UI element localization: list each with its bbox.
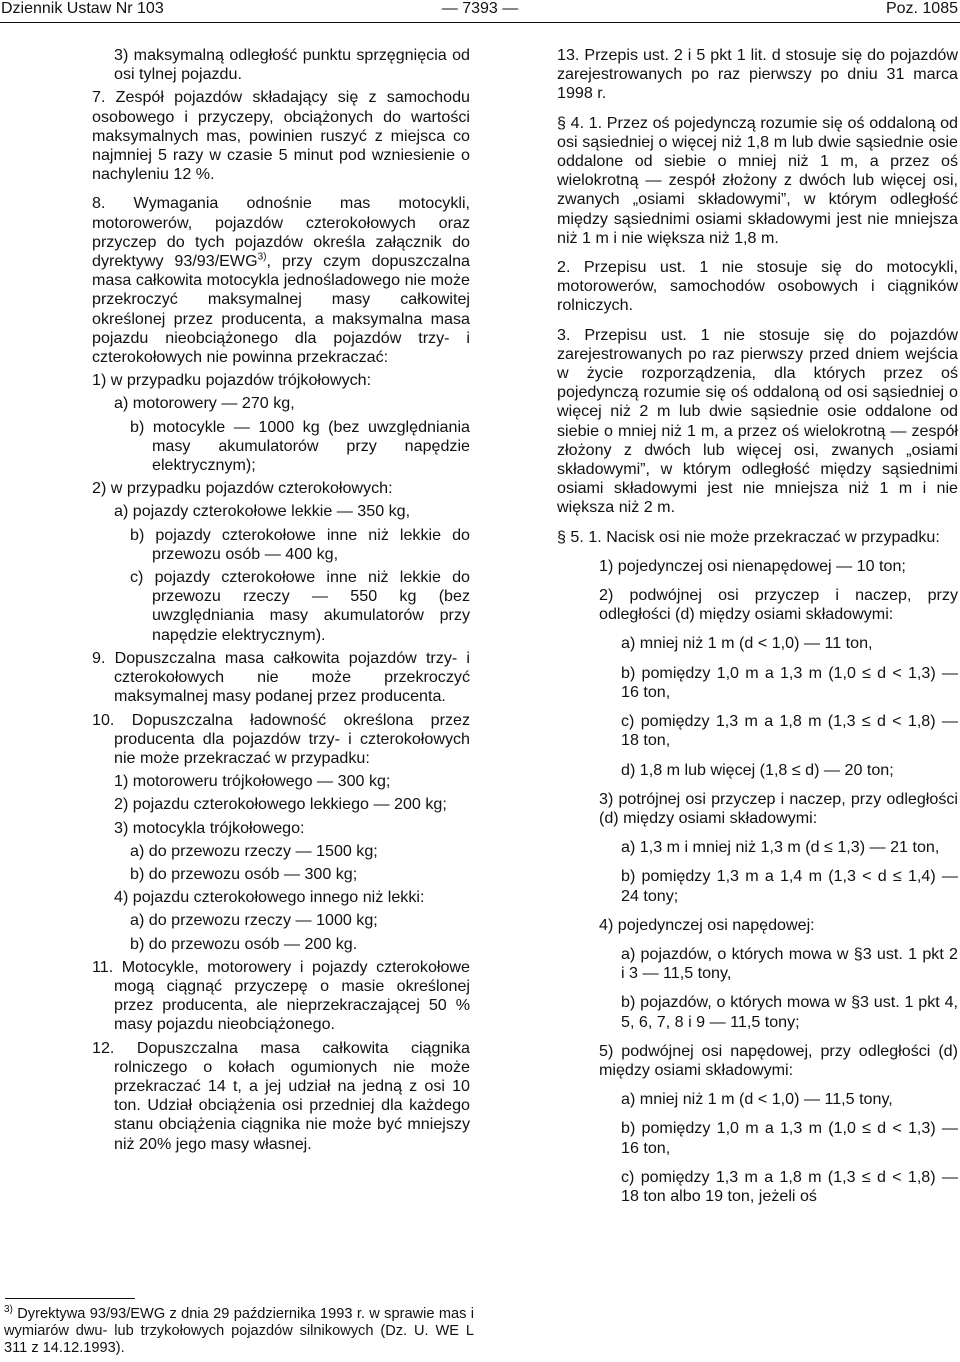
list-item: 2) w przypadku pojazdów czterokołowych: <box>92 479 393 498</box>
list-item: a) do przewozu rzeczy — 1500 kg; <box>130 841 378 860</box>
list-item: a) pojazdów, o których mowa w §3 ust. 1 pkt 2 i 3 — 11,5 tony, <box>621 944 958 983</box>
list-item: a) pojazdy czterokołowe lekkie — 350 kg, <box>114 502 411 521</box>
paragraph: 10. Dopuszczalna ładowność określona przez producenta dla pojazdów trzy- i czterokołowych nie może przekraczać w przypadku: <box>92 710 470 767</box>
list-item: b) do przewozu osób — 300 kg; <box>130 864 358 883</box>
list-item: b) motocykle — 1000 kg (bez uwzględniania masy akumulatorów przy napędzie elektrycznym); <box>130 417 470 475</box>
list-item: 1) w przypadku pojazdów trójkołowych: <box>92 371 372 390</box>
paragraph: § 5. 1. Nacisk osi nie może przekraczać w przypadku: <box>557 527 940 546</box>
list-item: 1) motoroweru trójkołowego — 300 kg; <box>114 772 391 791</box>
paragraph-text: 8. Wymagania odnośnie mas motocykli, motorowerów, pojazdów czterokołowych oraz przyczep do tych pojazdów określa załącznik do dyrektywy 93/93/EWG <box>92 194 470 271</box>
list-item: a) mniej niż 1 m (d < 1,0) — 11,5 tony, <box>621 1090 893 1109</box>
list-item: 2) podwójnej osi przyczep i naczep, przy odległości (d) między osiami składowymi: <box>599 586 958 624</box>
list-item: c) pomiędzy 1,3 m a 1,8 m (1,3 ≤ d < 1,8) — 18 ton, <box>621 712 958 750</box>
paragraph: 12. Dopuszczalna masa całkowita ciągnika rolniczego o kołach ogumionych nie może przekraczać 14 t, a jej udział na jedną z osi 10 ton. Udział obciążenia osi przedniej dla każdego stanu obciążenia ciągnika nie może być mniejszy niż 20% jego masy własnej. <box>92 1038 470 1153</box>
list-item: b) do przewozu osób — 200 kg. <box>130 934 358 953</box>
list-item: 2) pojazdu czterokołowego lekkiego — 200 kg; <box>114 795 447 814</box>
paragraph: 9. Dopuszczalna masa całkowita pojazdów trzy- i czterokołowych nie może przekroczyć maksymalnej masy podanej przez producenta. <box>92 648 470 706</box>
page-number: — 7393 — <box>441 0 519 17</box>
list-item: b) pojazdy czterokołowe inne niż lekkie do przewozu osób — 400 kg, <box>130 525 470 563</box>
list-item: a) do przewozu rzeczy — 1000 kg; <box>130 911 378 930</box>
paragraph: 7. Zespół pojazdów składający się z samochodu osobowego i przyczepy, obciążonych do wartości maksymalnych mas, powinien ruszyć z miejsca co najmniej 5 razy w czasie 5 minut pod wzniesienie o nachyleniu 12 %. <box>92 88 470 184</box>
page-header <box>0 0 960 23</box>
list-item: a) 1,3 m i mniej niż 1,3 m (d ≤ 1,3) — 21 ton, <box>621 838 940 857</box>
list-item: 3) motocykla trójkołowego: <box>114 818 305 837</box>
paragraph: 11. Motocykle, motorowery i pojazdy czterokołowe mogą ciągnąć przyczepę o masie określonej przez producenta, ale nieprzekraczającej 50 % masy pojazdu nieobciążonego. <box>92 957 470 1034</box>
list-item: a) mniej niż 1 m (d < 1,0) — 11 ton, <box>621 634 873 653</box>
list-item: d) 1,8 m lub więcej (1,8 ≤ d) — 20 ton; <box>621 760 894 779</box>
list-item: b) pomiędzy 1,3 m a 1,4 m (1,3 < d ≤ 1,4) — 24 tony; <box>621 867 958 905</box>
paragraph: 3. Przepisu ust. 1 nie stosuje się do pojazdów zarejestrowanych po raz pierwszy przed dniem wejścia w życie rozporządzenia, dla których przez oś pojedynczą rozumie się oś oddaloną od osi sąsiedniej o więcej niż 2 m lub dwie sąsiednie osie oddalone od siebie o mniej niż 1 m, a przez oś wielokrotną — zespół złożony z dwóch lub więcej osi, zwanych „osiami składowymi”, w którym odległość między sąsiednimi osiami składowymi jest nie mniejsza niż 1 m i nie większa niż 2 m. <box>557 325 958 517</box>
list-item: b) pojazdów, o których mowa w §3 ust. 1 pkt 4, 5, 6, 7, 8 i 9 — 11,5 tony; <box>621 993 958 1031</box>
paragraph: 3) maksymalną odległość punktu sprzęgnięcia od osi tylnej pojazdu. <box>114 46 470 84</box>
paragraph-text: , przy czym dopuszczalna masa całkowita motocykla jednośladowego nie może przekroczyć maksymalnej masy całkowitej określonej przez producenta, a maksymalna masa pojazdu nieobciążonego dla pojazdów trzy- i czterokołowych nie powinna przekraczać: <box>92 252 470 367</box>
paragraph: 13. Przepis ust. 2 i 5 pkt 1 lit. d stosuje się do pojazdów zarejestrowanych po raz pierwszy po dniu 31 marca 1998 r. <box>557 46 958 103</box>
list-item: b) pomiędzy 1,0 m a 1,3 m (1,0 ≤ d < 1,3) — 16 ton, <box>621 1119 958 1157</box>
list-item: a) motorowery — 270 kg, <box>114 394 295 413</box>
list-item: b) pomiędzy 1,0 m a 1,3 m (1,0 ≤ d < 1,3) — 16 ton, <box>621 663 958 701</box>
journal-title: Dziennik Ustaw Nr 103 <box>1 0 164 17</box>
list-item: 4) pojedynczej osi napędowej: <box>599 915 815 934</box>
footnote-mark: 3) <box>4 1304 13 1316</box>
footnote-ref: 3) <box>257 251 267 263</box>
list-item: 4) pojazdu czterokołowego innego niż lekki: <box>114 888 425 907</box>
position-number: Poz. 1085 <box>885 0 958 17</box>
footnote-divider <box>5 1298 135 1299</box>
list-item: 3) potrójnej osi przyczep i naczep, przy odległości (d) między osiami składowymi: <box>599 789 958 827</box>
list-item: 1) pojedynczej osi nienapędowej — 10 ton; <box>599 556 906 575</box>
list-item: c) pojazdy czterokołowe inne niż lekkie do przewozu rzeczy — 550 kg (bez uwzględniania masy akumulatorów przy napędzie elektrycznym). <box>130 568 470 644</box>
left-column <box>92 46 470 1154</box>
paragraph: 2. Przepisu ust. 1 nie stosuje się do motocykli, motorowerów, samochodów osobowych i ciągników rolniczych. <box>557 258 958 315</box>
right-column <box>557 46 958 1206</box>
list-item: c) pomiędzy 1,3 m a 1,8 m (1,3 ≤ d < 1,8) — 18 ton albo 19 ton, jeżeli oś <box>621 1167 958 1205</box>
footnote <box>4 1306 474 1357</box>
footnote-text: Dyrektywa 93/93/EWG z dnia 29 października 1993 r. w sprawie mas i wymiarów dwu- lub trzykołowych pojazdów silnikowych (Dz. U. WE L 311 z 14.12.1993). <box>4 1306 474 1356</box>
paragraph: § 4. 1. Przez oś pojedynczą rozumie się oś oddaloną od osi sąsiedniej o więcej niż 1,8 m lub dwie sąsiednie osie oddalone od siebie o mniej niż 1 m, a przez oś wielokrotną — zespół złożony z dwóch lub więcej osi, zwanych „osiami składowymi”, w którym odległość między sąsiednimi osiami składowymi jest nie mniejsza niż 1 m i nie większa niż 1,8 m. <box>557 113 958 247</box>
paragraph <box>92 194 470 367</box>
list-item: 5) podwójnej osi napędowej, przy odległości (d) między osiami składowymi: <box>599 1041 958 1079</box>
